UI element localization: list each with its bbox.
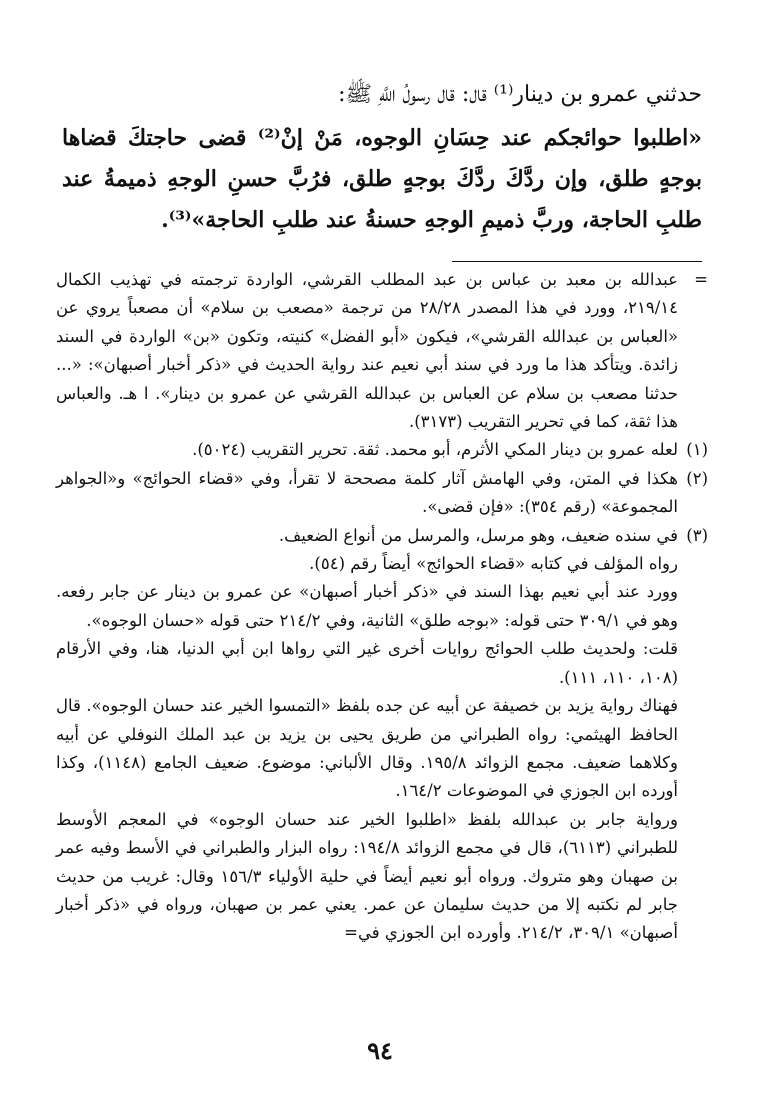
footnotes [56,266,708,948]
footnote-paragraph: في سنده ضعيف، وهو مرسل، والمرسل من أنواع الضعيف. [278,525,678,545]
footnote-paragraph: وورد عند أبي نعيم بهذا السند في «ذكر أخبار أصبهان» عن عمرو بن دينار عن جابر رفعه. وهو في ٣٠٩/١ حتى قوله: «بوجه طلق» الثانية، وفي ٢١٤/٢ حتى قوله «حسان الوجوه». [56,582,678,630]
footnote-marker: (١) [686,440,708,460]
hadith-text: «اطلبوا حوائجكم عند حِسَانِ الوجوه، مَنْ إنْ⁽²⁾ قضى حاجتكَ قضاها بوجهٍ طلق، وإن ردَّكَ ردَّكَ بوجهٍ طلق، فرُبَّ حسنِ الوجهِ ذميمةُ عند طلبِ الحاجة، وربَّ ذميمِ الوجهِ حسنةُ عند طلبِ الحاجة»⁽³⁾. [62,125,702,233]
footnote-marker: (٣) [686,525,708,545]
footnote-paragraph: فهناك رواية يزيد بن خصيفة عن أبيه عن جده بلفظ «التمسوا الخير عند حسان الوجوه». قال الحافظ الهيثمي: رواه الطبراني من طريق يحيى بن يزيد بن عبد الملك النوفلي عن أبيه وكلاهما ضعيف. مجمع الزوائد ١٩٥/٨. وقال الألباني: موضوع. ضعيف الجامع (١١٤٨)، وكذا أورده ابن الجوزي في الموضوعات ١٦٤/٢. [56,696,678,801]
footnote-text: لعله عمرو بن دينار المكي الأثرم، أبو محمد. ثقة. تحرير التقريب (٥٠٢٤). [192,440,678,460]
main-text [62,78,702,241]
footnote-continued [56,266,708,436]
page-number: ٩٤ [367,1036,393,1065]
footnote-2 [56,465,708,522]
footnote-paragraph: رواه المؤلف في كتابه «قضاء الحوائج» أيضاً رقم (٥٤). [309,554,678,574]
footnote-marker: = [694,270,708,289]
footnote-paragraph: قلت: ولحديث طلب الحوائج روايات أخرى غير التي رواها ابن أبي الدنيا، هنا، وفي الأرقام (١٠٨، ١١٠، ١١١). [56,639,678,687]
footnote-text: عبدالله بن معبد بن عباس بن عبد المطلب القرشي، الواردة ترجمته في تهذيب الكمال ٢١٩/١٤، وورد في هذا المصدر ٢٨/٢٨ من ترجمة «مصعب بن سلام» أن مصعباً يروي عن «العباس بن عبدالله القرشي»، فيكون «أبو الفضل» كنيته، وتكون «بن» الواردة في السند زائدة. ويتأكد هذا ما ورد في سند أبي نعيم عند رواية الحديث في «ذكر أخبار أصبهان»: «... حدثنا مصعب بن سلام عن العباس بن عبدالله القرشي عن عمرو بن دينار». ا هـ. والعباس هذا ثقة، كما في تحرير التقريب (٣١٧٣). [56,270,678,432]
footnote-3 [56,522,708,948]
footnote-1 [56,436,708,464]
footnote-text: هكذا في المتن، وفي الهامش آثار كلمة مصححة لا تقرأ، وفي «قضاء الحوائج» و«الجواهر المجموعة» (رقم ٣٥٤): «فإن قضى». [56,468,678,517]
footnote-separator [452,261,702,262]
footnote-paragraph: ورواية جابر بن عبدالله بلفظ «اطلبوا الخير عند حسان الوجوه» في المعجم الأوسط للطبراني (٦١١٣)، قال في مجمع الزوائد ١٩٤/٨: رواه البزار والطبراني في الأسط وفيه عمر بن صهبان وهو متروك. ورواه أبو نعيم أيضاً في حلية الأولياء ١٥٦/٣ وقال: غريب من حديث جابر لم نكتبه إلا من حديث سليمان عن عمر. يعني عمر بن صهبان، ورواه في «ذكر أخبار أصبهان» ٣٠٩/١، ٢١٤/٢. وأورده ابن الجوزي في= [56,809,678,943]
footnote-marker: (٢) [686,468,708,488]
hadith-chain: حدثني عمرو بن دينار⁽¹⁾ قال: قال رسولُ اللَّهِ ﷺ: [338,82,702,107]
